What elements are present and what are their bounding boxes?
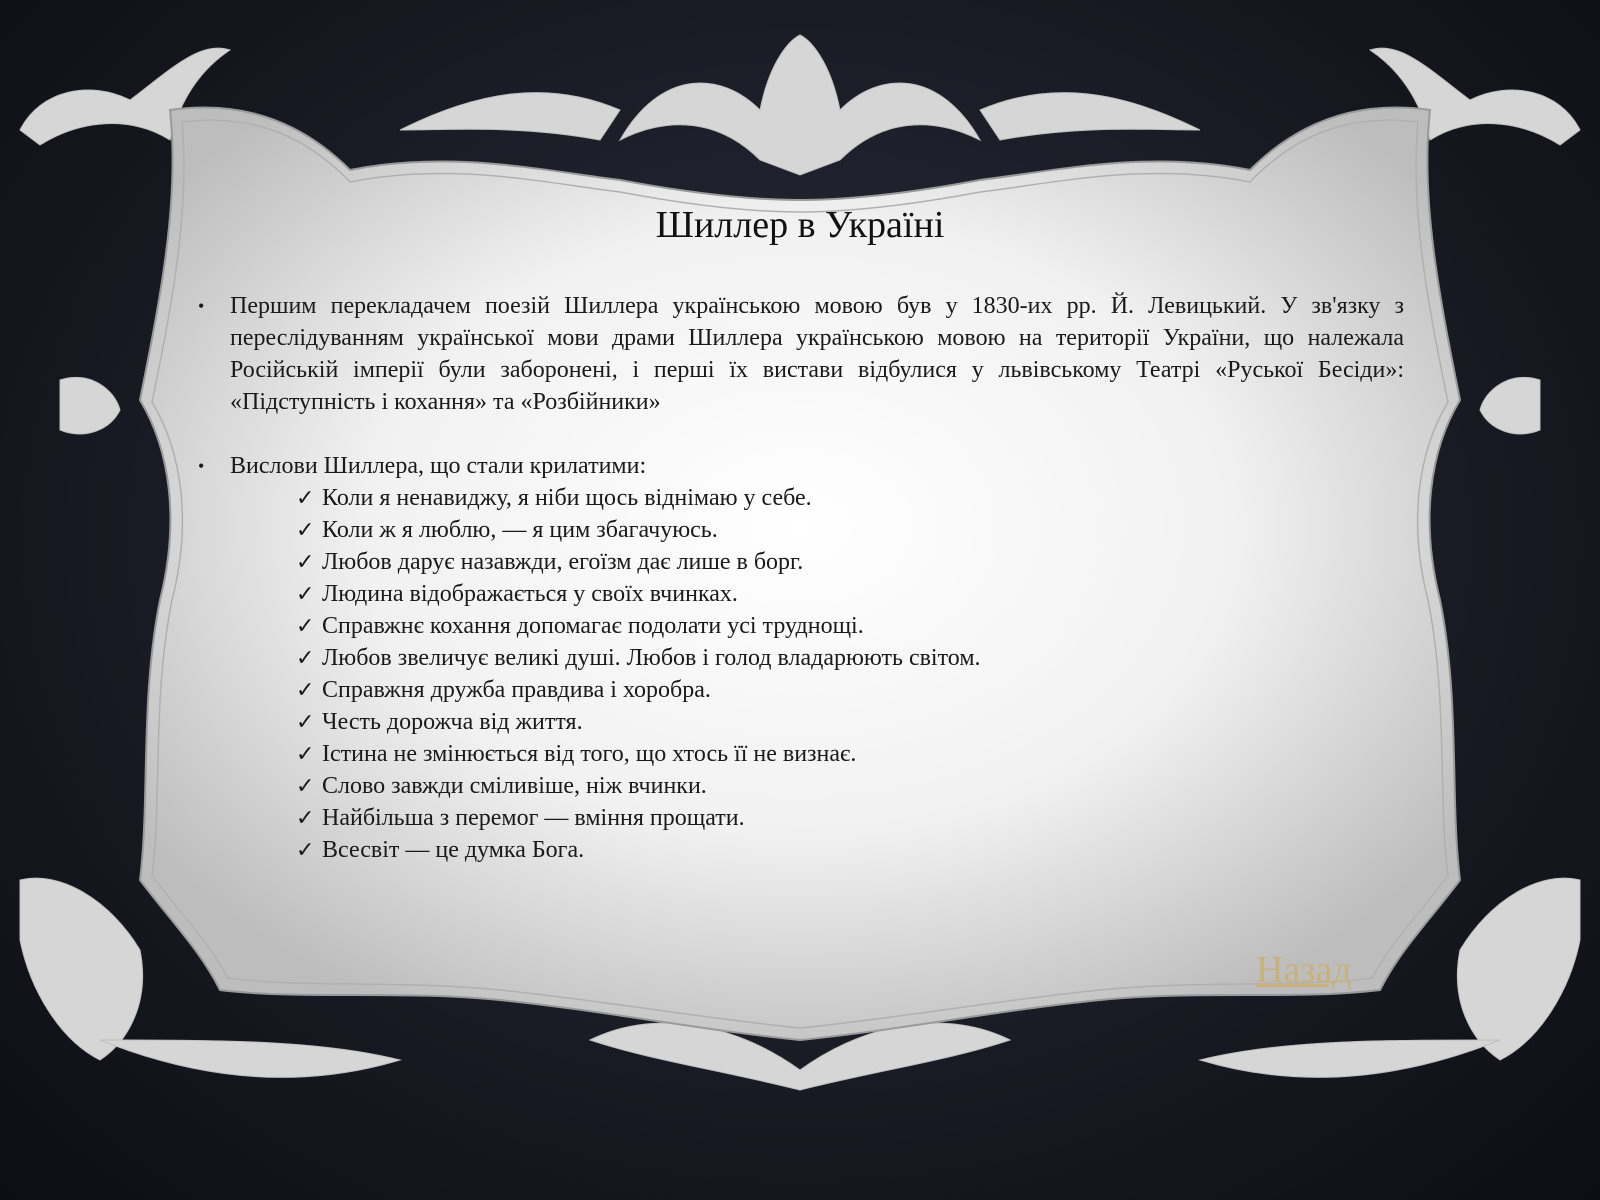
checkmark-icon: ✓ (296, 709, 315, 734)
checkmark-icon: ✓ (296, 805, 315, 830)
slide-title: Шиллер в Україні (655, 204, 945, 246)
quote-item: ✓ Любов звеличує великі душі. Любов і голод владарюють світом. (296, 642, 1404, 674)
checkmark-icon: ✓ (296, 613, 315, 638)
checkmark-icon: ✓ (296, 837, 315, 862)
slide-content (198, 290, 1404, 866)
paragraph-bullet (198, 290, 1404, 418)
checkmark-icon: ✓ (296, 645, 315, 670)
checkmark-icon: ✓ (296, 773, 315, 798)
back-link[interactable]: Назад (1256, 949, 1352, 991)
checkmark-icon: ✓ (296, 741, 315, 766)
bullet-icon: • (198, 296, 205, 316)
checkmark-icon: ✓ (296, 517, 315, 542)
bullet-icon: • (198, 456, 205, 476)
quote-item: ✓ Слово завжди сміливіше, ніж вчинки. (296, 770, 1404, 802)
checkmark-icon: ✓ (296, 549, 315, 574)
quotes-intro-text: Вислови Шиллера, що стали крилатими: (230, 453, 647, 479)
quote-item: ✓ Честь дорожча від життя. (296, 706, 1404, 738)
checkmark-icon: ✓ (296, 581, 315, 606)
quote-item: ✓ Людина відображається у своїх вчинках. (296, 578, 1404, 610)
quote-item: ✓ Любов дарує назавжди, егоїзм дає лише в борг. (296, 546, 1404, 578)
quote-item: ✓ Справжнє кохання допомагає подолати усі труднощі. (296, 610, 1404, 642)
quotes-intro-bullet (198, 450, 1404, 482)
quotes-list (198, 482, 1404, 866)
checkmark-icon: ✓ (296, 485, 315, 510)
quote-item: ✓ Коли ж я люблю, — я цим збагачуюсь. (296, 514, 1404, 546)
quote-item: ✓ Істина не змінюється від того, що хтось її не визнає. (296, 738, 1404, 770)
quote-item: ✓ Всесвіт — це думка Бога. (296, 834, 1404, 866)
paragraph-text: Першим перекладачем поезій Шиллера українською мовою був у 1830-их рр. Й. Левицький. У зв'язку з переслідуванням української мови драми Шиллера українською мовою на території України, що належала Російській імперії були заборонені, і перші їх вистави відбулися у львівському Театрі «Руської Бесіди»: «Підступність і кохання» та «Розбійники» (230, 293, 1404, 415)
quote-item: ✓ Коли я ненавиджу, я ніби щось віднімаю у себе. (296, 482, 1404, 514)
quote-item: ✓ Найбільша з перемог — вміння прощати. (296, 802, 1404, 834)
checkmark-icon: ✓ (296, 677, 315, 702)
quote-item: ✓ Справжня дружба правдива і хоробра. (296, 674, 1404, 706)
